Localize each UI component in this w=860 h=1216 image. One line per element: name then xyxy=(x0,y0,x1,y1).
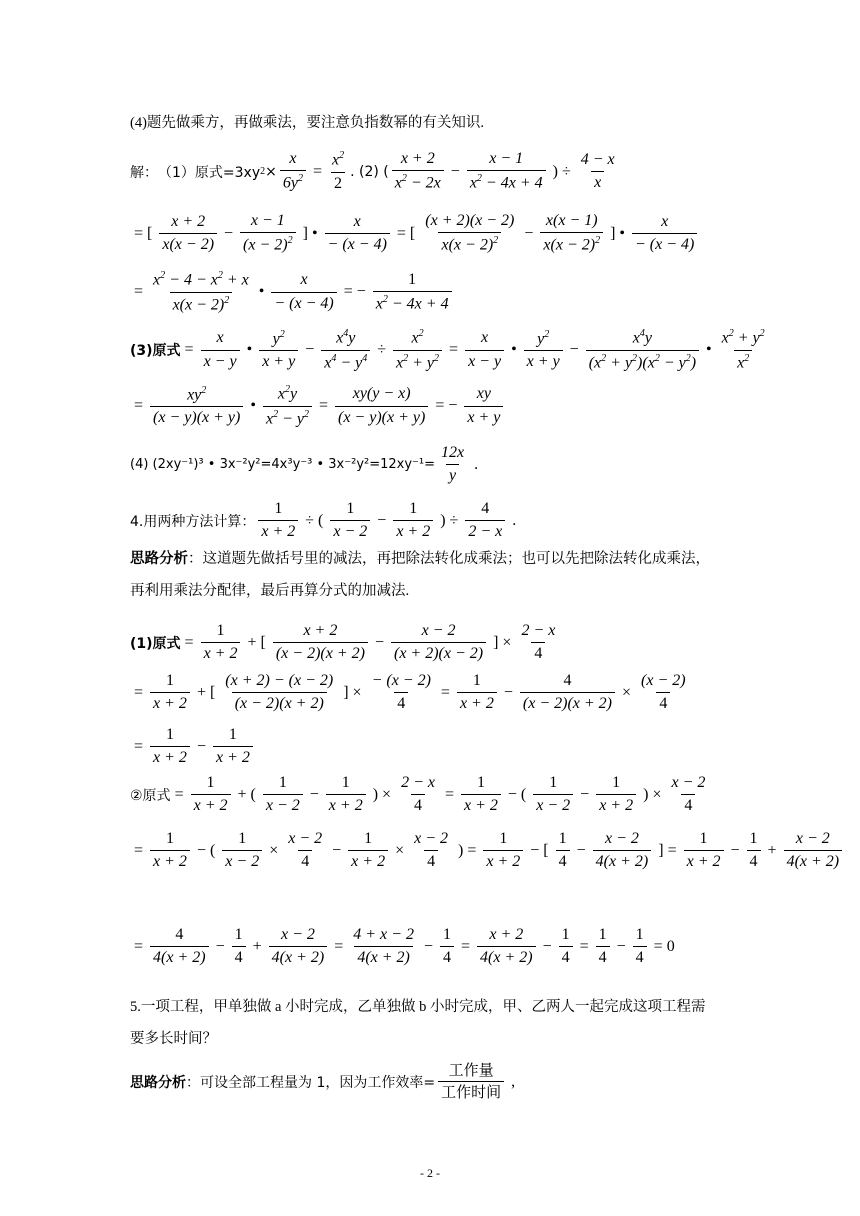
fraction: $\frac{x^2}{2}$ xyxy=(332,150,345,192)
fraction: $\frac{x^4y}{x^4 - y^4}$ xyxy=(321,328,370,372)
intro-text: (4)题先做乘方，再做乘法，要注意负指数幂的有关知识. xyxy=(130,115,485,131)
fraction: $\frac{- (x - 2)}{4}$ xyxy=(371,672,431,713)
page-number: - 2 - xyxy=(420,1166,440,1180)
fraction: x + 2 $x^2 - 2x$ xyxy=(392,150,444,193)
fraction: $\frac{x + 2}{4(x + 2)}$ xyxy=(477,926,536,968)
fraction: $\frac{x}{- (x - 4)}$ xyxy=(271,271,336,313)
fraction: $\frac{1}{4}$ xyxy=(633,926,647,968)
fraction: $\frac{1}{x + 2}$ xyxy=(457,672,497,714)
method1-line3: = $\frac{1}{x + 2}$ − $\frac{1}{x + 2}$ xyxy=(130,726,256,768)
fraction: $\frac{1}{x + 2}$ xyxy=(258,500,298,542)
fraction: $\frac{x}{- (x - 4)}$ xyxy=(325,213,390,255)
fraction: $\frac{xy^2}{(x - y)(x + y)}$ xyxy=(150,385,243,428)
fraction: $\frac{1}{4}$ xyxy=(747,830,761,872)
fraction: $\frac{1}{x + 2}$ xyxy=(201,622,241,664)
sol4-text: (4) (2xy⁻¹)³ • 3x⁻²y²=4x³y⁻³ • 3x⁻²y²=12xy⁻¹= xyxy=(130,457,436,473)
sol2-line3: = $\frac{x^2 - 4 - x^2 + x}{x(x - 2)^2}$ • $\frac{x}{- (x - 4)}$ = − $\frac{1}{x^2 - 4x + 4}$ xyxy=(130,270,455,314)
fraction: x + 2 (x − 2)(x + 2) xyxy=(273,622,368,664)
fraction: $\frac{x - 2}{4}$ xyxy=(288,830,323,871)
fraction: $\frac{2 - x}{4}$ xyxy=(401,774,435,815)
method2-label: ②原式 xyxy=(130,787,171,804)
fraction: $\frac{1}{x + 2}$ xyxy=(326,774,366,816)
sol2-prefix: . (2) ( xyxy=(350,163,389,180)
fraction: $\frac{1}{x + 2}$ xyxy=(596,774,636,816)
fraction: $\frac{x - 2}{4(x + 2)}$ xyxy=(784,830,843,872)
fraction: 1 x − 2 xyxy=(330,500,370,542)
sol1-mult: × xyxy=(265,163,277,180)
method2-line2: = $\frac{1}{x + 2}$ − ( $\frac{1}{x - 2}$ × $\frac{x - 2}{4}$ − $\frac{1}{x + 2}$ × $\frac{x - 2}{4}$ ) = $\frac{1}{x + 2}$ − [ 1 4 − $\frac{x - 2}{4(x + 2)}$ ] = $\frac{1}{x + 2}$ − $\frac{1}{4}$ + $\frac{x - 2}{4(x + 2)}$ xyxy=(130,830,845,872)
problem5-line1: 5.一项工程，甲单独做 a 小时完成，乙单独做 b 小时完成，甲、乙两人一起完成这项工程需 xyxy=(130,999,706,1015)
fraction: $\frac{x - 2}{4}$ xyxy=(671,774,706,815)
fraction: $\frac{1}{x + 2}$ xyxy=(393,500,433,542)
fraction: x − (x − 4) xyxy=(632,213,697,255)
fraction: $\frac{1}{4}$ xyxy=(559,926,573,968)
fraction: $\frac{x^2}{x^2 + y^2}$ xyxy=(393,328,442,372)
fraction: $x^2 + y^2$ $x^2$ xyxy=(721,328,765,372)
fraction: $\frac{1}{x + 2}$ xyxy=(150,672,190,714)
fraction: $\frac{1}{x + 2}$ xyxy=(348,830,388,872)
problem4-title-line: 4.用两种方法计算： $\frac{1}{x + 2}$ ÷ ( 1 x − 2 − $\frac{1}{x + 2}$ ) ÷ $\frac{4}{2 - x}$ . xyxy=(130,500,517,541)
fraction: $\frac{1}{4}$ xyxy=(232,926,246,968)
solution-label: 解： xyxy=(130,164,158,181)
method1-line2: = $\frac{1}{x + 2}$ + [ (x + 2) − (x − 2) (x − 2)(x + 2) ] × $\frac{- (x - 2)}{4}$ = $\frac{1}{x + 2}$ − $\frac{4}{(x - 2)(x + 2)}$ × $\frac{(x - 2)}{4}$ xyxy=(130,672,692,714)
fraction: $\frac{1}{4}$ xyxy=(596,926,610,968)
fraction: $\frac{x - 2}{4(x + 2)}$ xyxy=(269,926,328,968)
analysis-text: ：可设全部工程量为 1，因为工作效率= xyxy=(186,1074,436,1091)
sol3-line2: = $\frac{xy^2}{(x - y)(x + y)}$ • $\frac{x^2y}{x^2 - y^2}$ = $\frac{xy(y - x)}{(x - y)(x + y)}$ = − $\frac{xy}{x + y}$ xyxy=(130,384,506,428)
sol3-prefix: (3)原式 xyxy=(130,343,181,360)
fraction: $\frac{x}{x - y}$ xyxy=(201,329,240,371)
sol1-prefix: （1）原式=3xy xyxy=(158,164,261,181)
fraction: $\frac{12x}{y}$ xyxy=(441,444,465,485)
fraction: $\frac{1}{x + 2}$ xyxy=(150,726,190,768)
fraction: (x + 2) − (x − 2) (x − 2)(x + 2) xyxy=(225,672,334,713)
fraction: $\frac{x^2 - 4 - x^2 + x}{x(x - 2)^2}$ xyxy=(153,270,249,314)
fraction: $\frac{1}{x + 2}$ xyxy=(213,726,253,768)
fraction: $\frac{x - 1}{(x - 2)^2}$ xyxy=(240,212,296,255)
fraction: $\frac{4 + x - 2}{4(x + 2)}$ xyxy=(353,926,414,967)
problem5-line2: 要多长时间？ xyxy=(130,1031,217,1047)
fraction: $y^2$ x + y xyxy=(524,329,563,372)
analysis-label: 思路分析 xyxy=(130,1074,186,1091)
method2-line3: = $\frac{4}{4(x + 2)}$ − $\frac{1}{4}$ + $\frac{x - 2}{4(x + 2)}$ = $\frac{4 + x - 2}{4(x + 2)}$ − $\frac{1}{4}$ = $\frac{x + 2}{4(x + 2)}$ − $\frac{1}{4}$ = $\frac{1}{4}$ − $\frac{1}{4}$ = 0 xyxy=(134,926,675,967)
sol3-line1: (3)原式 = $\frac{x}{x - y}$ • $y^2$ x + y − $\frac{x^4y}{x^4 - y^4}$ ÷ $\frac{x^2}{x^2 + y^2}$ = $\frac{x}{x - y}$ • $y^2$ x + y − $\frac{x^4y}{(x^2 + y^2)(x^2 - y^2)}$ • $x^2 + y^2$ $x^2$ xyxy=(130,328,771,372)
fraction: 1 4 xyxy=(556,830,570,872)
fraction: $\frac{1}{4}$ xyxy=(440,926,454,968)
fraction: $\frac{xy(y - x)}{(x - y)(x + y)}$ xyxy=(335,385,428,427)
fraction: $\frac{1}{x + 2}$ xyxy=(191,774,231,816)
method1-line1: (1)原式 = $\frac{1}{x + 2}$ + [ x + 2 (x − 2)(x + 2) − $\frac{x - 2}{(x + 2)(x - 2)}$ ] × $\frac{2 - x}{4}$ xyxy=(130,622,561,664)
problem4-analysis-line1 xyxy=(130,552,710,567)
fraction: (x + 2)(x − 2) $x(x - 2)^2$ xyxy=(425,212,515,254)
fraction: $\frac{1}{x + 2}$ xyxy=(483,830,523,872)
fraction: $\frac{4}{(x - 2)(x + 2)}$ xyxy=(520,672,615,714)
fraction: $\frac{(x - 2)}{4}$ xyxy=(641,672,686,713)
method1-label: (1)原式 xyxy=(130,635,181,652)
fraction xyxy=(438,1062,504,1102)
analysis-text: ：这道题先做括号里的减法，再把除法转化成乘法；也可以先把除法转化成乘法， xyxy=(188,551,710,567)
method2-line1: ②原式 = $\frac{1}{x + 2}$ + ( 1 x − 2 − $\frac{1}{x + 2}$ ) × $\frac{2 - x}{4}$ = $\frac{1}{x + 2}$ − ( 1 x − 2 − $\frac{1}{x + 2}$ ) × $\frac{x - 2}{4}$ xyxy=(130,774,711,816)
fraction: $\frac{x^4y}{(x^2 + y^2)(x^2 - y^2)}$ xyxy=(586,328,699,372)
fraction: $\frac{1}{x + 2}$ xyxy=(461,774,501,816)
sol4-line: (4) (2xy⁻¹)³ • 3x⁻²y²=4x³y⁻³ • 3x⁻²y²=12xy⁻¹= $\frac{12x}{y}$ . xyxy=(130,444,479,485)
problem4-title: 4.用两种方法计算： xyxy=(130,513,256,530)
fraction: $\frac{1}{x - 2}$ xyxy=(222,830,262,872)
fraction: $\frac{2 - x}{4}$ xyxy=(521,622,556,663)
fraction: $\frac{x - 1}{x^2 - 4x + 4}$ xyxy=(467,150,546,193)
fraction-denominator: 工作时间 xyxy=(438,1081,504,1101)
analysis-label: 思路分析 xyxy=(130,551,188,567)
fraction: 1 x − 2 xyxy=(263,774,303,816)
fraction: $\frac{1}{x^2 - 4x + 4}$ xyxy=(373,271,452,314)
fraction: $\frac{1}{x + 2}$ xyxy=(150,830,190,872)
fraction-numerator: 工作量 xyxy=(448,1061,494,1079)
fraction: $\frac{4}{4(x + 2)}$ xyxy=(150,926,209,968)
fraction: 1 x − 2 xyxy=(533,774,573,816)
fraction: $\frac{x - 2}{4}$ xyxy=(414,830,449,871)
fraction: $\frac{4 - x}{x}$ xyxy=(580,150,615,192)
fraction: $\frac{x^2y}{x^2 - y^2}$ xyxy=(263,384,312,428)
fraction: $\frac{x(x - 1)}{x(x - 2)^2}$ xyxy=(540,212,603,255)
problem4-analysis-line2: 再利用乘法分配律，最后再算分式的加减法. xyxy=(130,583,410,599)
fraction: $\frac{x}{6y^2}$ xyxy=(280,150,306,193)
problem5-analysis-line: 思路分析 ：可设全部工程量为 1，因为工作效率= 工作量 工作时间 , xyxy=(130,1061,516,1102)
fraction: $\frac{xy}{x + y}$ xyxy=(464,385,503,427)
fraction: $y^2$ x + y xyxy=(259,329,298,372)
fraction: x + 2 x(x − 2) xyxy=(159,213,217,255)
fraction: $\frac{1}{x + 2}$ xyxy=(684,830,724,872)
fraction: $\frac{4}{2 - x}$ xyxy=(465,500,505,542)
sol2-line2: = [ x + 2 x(x − 2) − $\frac{x - 1}{(x - 2)^2}$ ] • $\frac{x}{- (x - 4)}$ = [ (x + 2)(x − 2) $x(x - 2)^2$ − $\frac{x(x - 1)}{x(x - 2)^2}$ ] • x − (x − 4) xyxy=(130,212,700,255)
fraction: $\frac{x - 2}{(x + 2)(x - 2)}$ xyxy=(391,622,486,664)
solution-1-2-line: 解： （1）原式=3xy 2 × $\frac{x}{6y^2}$ = $\frac{x^2}{2}$ . (2) ( x + 2 $x^2 - 2x$ − $\frac{x - 1}{x^2 - 4x + 4}$ ) ÷ $\frac{4 - x}{x}$ xyxy=(130,150,621,193)
fraction: $\frac{x - 2}{4(x + 2)}$ xyxy=(593,830,652,872)
fraction: $\frac{x}{x - y}$ xyxy=(465,329,504,371)
